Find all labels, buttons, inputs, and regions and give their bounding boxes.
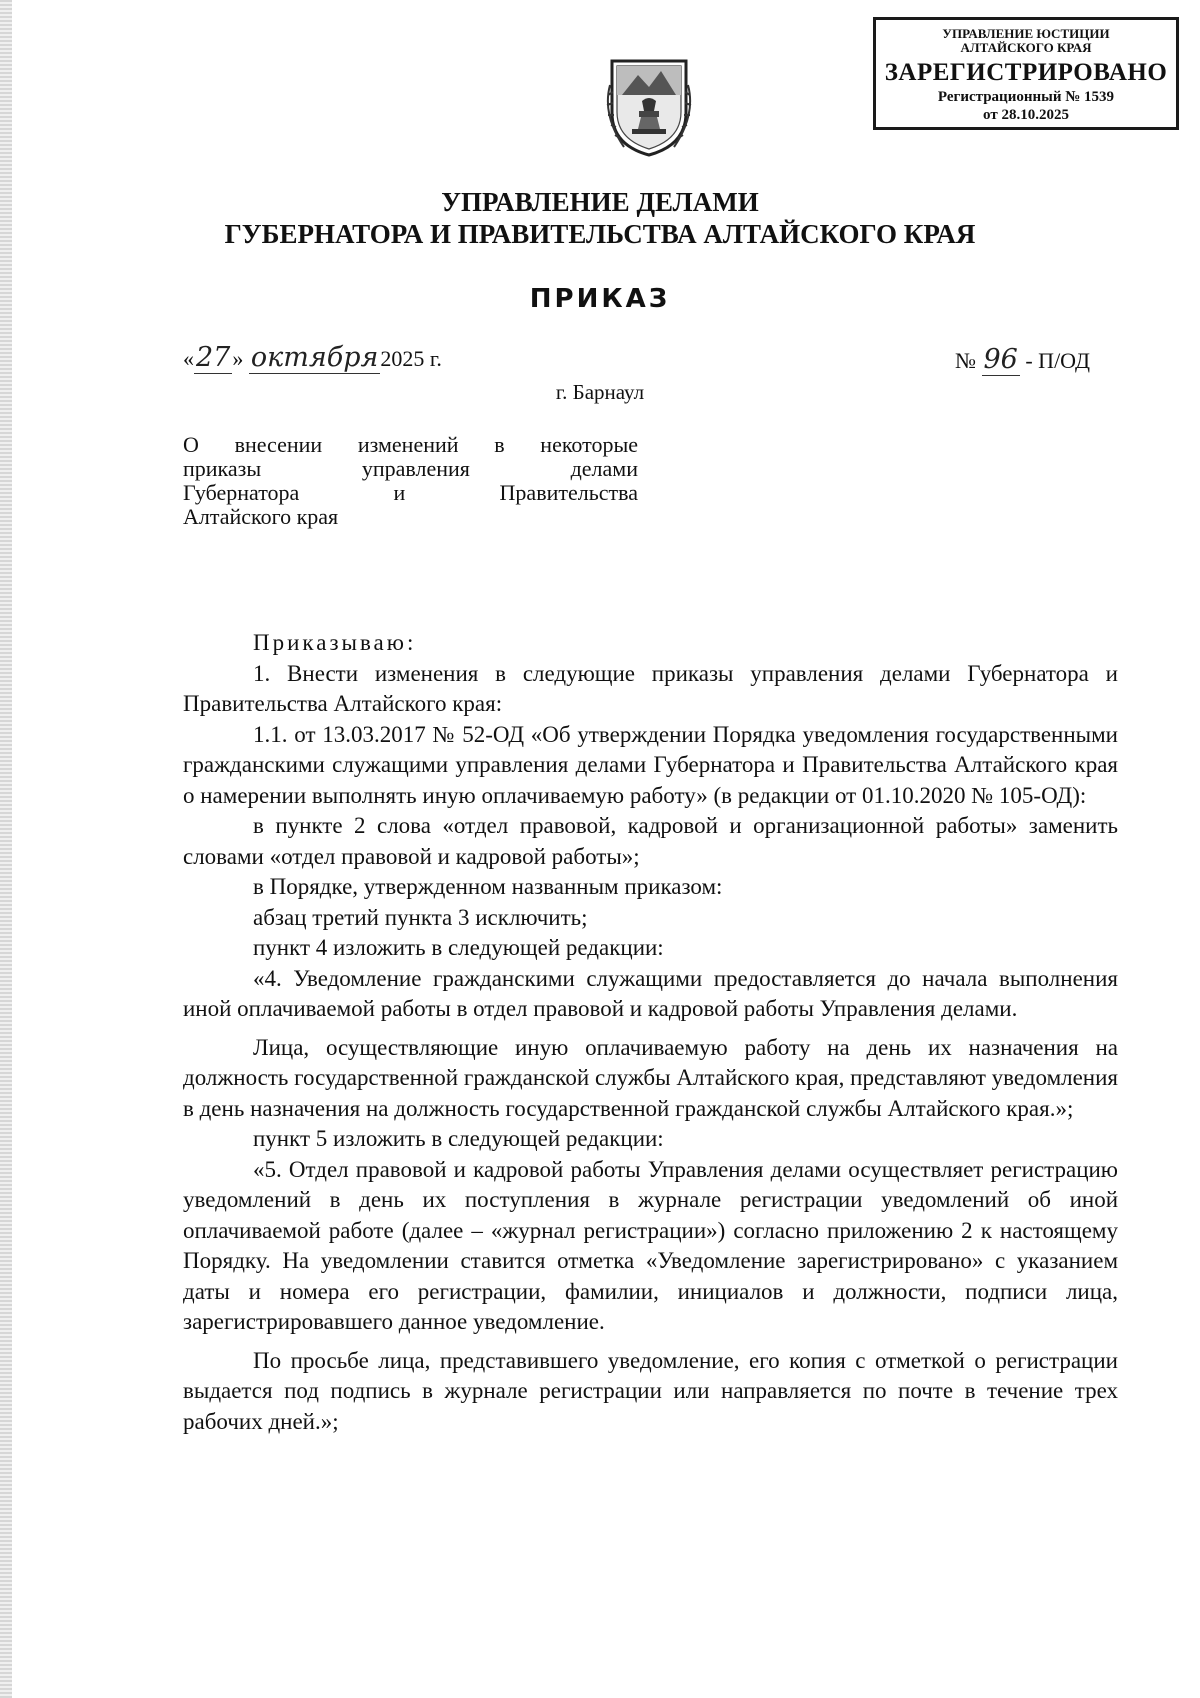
org-title-line1: УПРАВЛЕНИЕ ДЕЛАМИ — [441, 187, 759, 217]
handwritten-number: 96 — [983, 344, 1018, 375]
handwritten-month: октября — [250, 342, 379, 373]
order-subject — [183, 433, 638, 529]
order-date — [183, 342, 442, 373]
document-type: ПРИКАЗ — [529, 284, 671, 314]
stamp-reg-date: от 28.10.2025 — [983, 107, 1069, 123]
city: г. Барнаул — [555, 380, 645, 404]
stamp-authority-line1: УПРАВЛЕНИЕ ЮСТИЦИИ — [942, 26, 1110, 41]
stamp-status: ЗАРЕГИСТРИРОВАНО — [884, 59, 1168, 86]
body-paragraph: По просьбе лица, представившего уведомление, его копия с отметкой о регистрации выдается под подпись в журнале регистрации или направляется по почте в течение трех рабочих дней.»; — [183, 1347, 1118, 1434]
altai-coat-of-arms-icon — [604, 55, 694, 159]
body-paragraph: в пункте 2 слова «отдел правовой, кадровой и организационной работы» заменить словами «отдел правовой и кадровой работы»; — [183, 813, 1118, 869]
quote-open: « — [183, 346, 194, 371]
body-paragraph: в Порядке, утвержденном названным приказом: — [253, 874, 723, 899]
scan-edge — [0, 0, 12, 1698]
quote-close: » — [232, 346, 244, 371]
body-paragraph: Лица, осуществляющие иную оплачиваемую работу на день их назначения на должность государственной гражданской службы Алтайского края, представляют уведомления в день назначения на должность государственной гражданской службы Алтайского края.»; — [183, 1034, 1118, 1121]
subject-line: Губернатора и Правительства — [183, 480, 638, 505]
organization-title — [0, 186, 1200, 250]
order-year: 2025 г. — [380, 346, 442, 371]
order-directive: Приказываю: — [253, 630, 417, 655]
body-paragraph: «4. Уведомление гражданскими служащими предоставляется до начала выполнения иной оплачиваемой работы в отдел правовой и кадровой работы Управления делами. — [183, 965, 1118, 1021]
order-body — [183, 628, 1118, 1437]
stamp-authority-line2: АЛТАЙСКОГО КРАЯ — [960, 40, 1092, 55]
number-sign: № — [955, 348, 976, 373]
registration-stamp — [873, 17, 1179, 130]
stamp-reg-number: Регистрационный № 1539 — [937, 89, 1115, 105]
org-title-line2: ГУБЕРНАТОРА И ПРАВИТЕЛЬСТВА АЛТАЙСКОГО КРАЯ — [224, 219, 976, 249]
body-paragraph: «5. Отдел правовой и кадровой работы Управления делами осуществляет регистрацию уведомлений в день их поступления в журнале регистрации уведомлений об иной оплачиваемой работе (далее – «журнал регистрации») согласно приложению 2 к настоящему Порядку. На уведомлении ставится отметка «Уведомление зарегистрировано» с указанием даты и номера его регистрации, фамилии, инициалов и должности, подписи лица, зарегистрировавшего данное уведомление. — [183, 1156, 1118, 1334]
body-paragraph: пункт 4 изложить в следующей редакции: — [253, 935, 664, 960]
subject-line: О внесении изменений в некоторые — [183, 432, 638, 457]
number-suffix: - П/ОД — [1025, 348, 1090, 373]
subject-line: приказы управления делами — [183, 456, 638, 481]
body-paragraph: абзац третий пункта 3 исключить; — [253, 904, 588, 930]
handwritten-day: 27 — [196, 342, 231, 373]
body-paragraph: пункт 5 изложить в следующей редакции: — [253, 1126, 664, 1151]
body-paragraph: 1.1. от 13.03.2017 № 52-ОД «Об утверждении Порядка уведомления государственными гражданскими служащими управления делами Губернатора и Правительства Алтайского края о намерении выполнять иную оплачиваемую работу» (в редакции от 01.10.2020 № 105-ОД): — [183, 721, 1118, 808]
order-number — [955, 344, 1090, 375]
subject-line: Алтайского края — [183, 504, 339, 529]
body-paragraph: 1. Внести изменения в следующие приказы управления делами Губернатора и Правительства Алтайского края: — [183, 660, 1118, 716]
